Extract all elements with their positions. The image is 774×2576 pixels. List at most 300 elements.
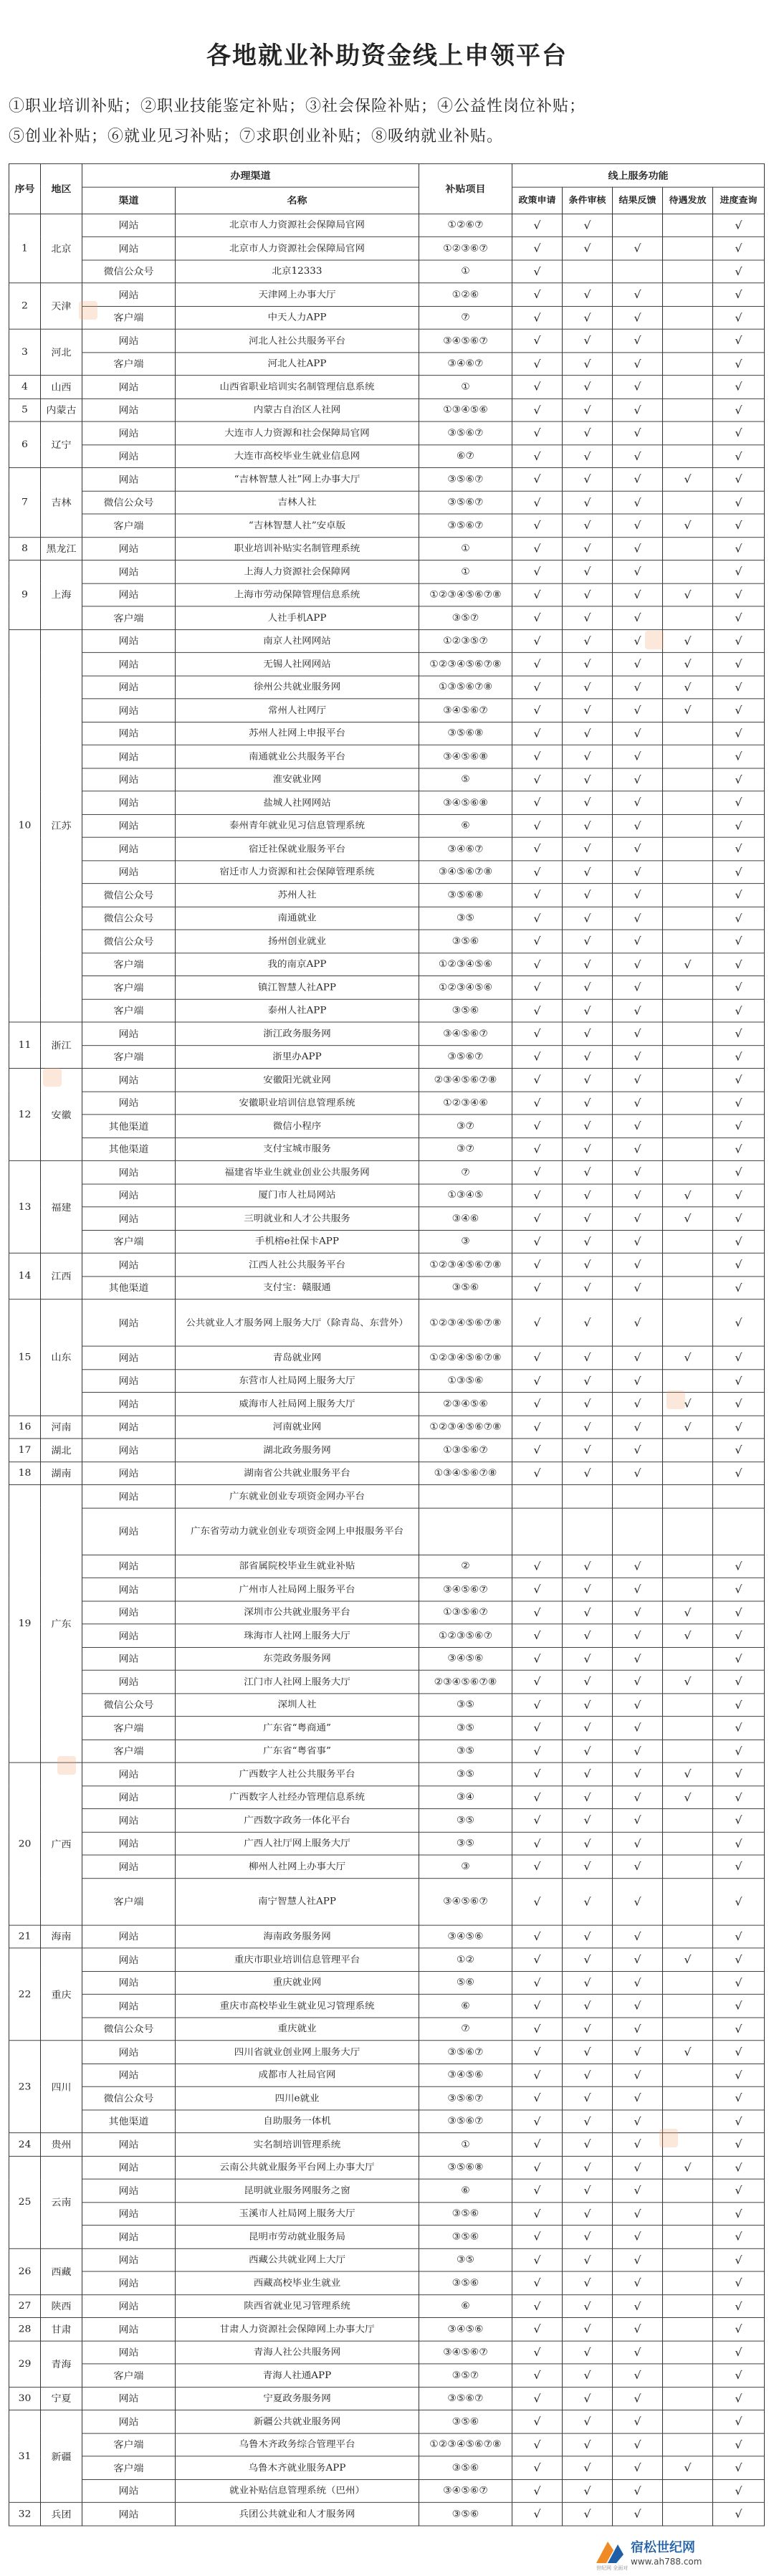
row-function-check xyxy=(713,676,765,699)
row-subsidy-items: ③⑤⑥ xyxy=(419,2410,512,2433)
check-mark: √ xyxy=(533,796,541,809)
row-channel: 网站 xyxy=(82,1762,176,1785)
row-subsidy-items: ③④⑤⑥⑧ xyxy=(419,745,512,768)
row-function-check xyxy=(713,652,765,675)
row-channel: 微信公众号 xyxy=(82,907,176,930)
row-function-check xyxy=(563,1925,613,1948)
table-row xyxy=(9,1045,765,1068)
row-platform-name: 微信小程序 xyxy=(176,1115,419,1137)
check-mark: √ xyxy=(634,472,641,486)
row-region: 湖北 xyxy=(41,1439,82,1461)
logo-brand: 宿松世纪网 xyxy=(631,2540,695,2555)
header-region: 地区 xyxy=(41,163,82,214)
row-region: 山西 xyxy=(41,376,82,399)
row-function-check xyxy=(713,606,765,629)
row-function-check xyxy=(613,1925,663,1948)
row-function-check xyxy=(663,2387,713,2410)
check-mark: √ xyxy=(634,1444,641,1456)
row-function-check xyxy=(613,1068,663,1091)
check-mark: √ xyxy=(533,219,541,232)
row-function-check xyxy=(563,514,613,537)
row-platform-name: 北京市人力资源社会保障局官网 xyxy=(176,237,419,259)
row-function-check xyxy=(613,306,663,329)
check-mark: √ xyxy=(735,1652,742,1665)
table-row xyxy=(9,1230,765,1253)
table-row xyxy=(9,652,765,675)
header-progress-query: 进度查询 xyxy=(713,187,765,214)
check-mark: √ xyxy=(533,2022,541,2036)
check-mark: √ xyxy=(735,1374,742,1388)
row-function-check xyxy=(713,421,765,444)
row-function-check xyxy=(663,1809,713,1832)
table-row xyxy=(9,930,765,953)
table-row xyxy=(9,514,765,537)
row-platform-name: 河南就业网 xyxy=(176,1416,419,1439)
row-platform-name: 自助服务一体机 xyxy=(176,2109,419,2132)
check-mark: √ xyxy=(735,1281,742,1294)
row-function-check xyxy=(512,699,563,722)
row-subsidy-items: ①③④⑤⑥ xyxy=(419,399,512,421)
check-mark: √ xyxy=(583,2137,591,2151)
row-function-check xyxy=(613,2202,663,2225)
row-function-check xyxy=(563,2086,613,2109)
check-mark: √ xyxy=(533,311,541,324)
check-mark: √ xyxy=(634,727,641,740)
check-mark: √ xyxy=(634,1027,641,1040)
row-channel: 网站 xyxy=(82,237,176,259)
row-channel: 客户端 xyxy=(82,1878,176,1924)
check-mark: √ xyxy=(735,2461,742,2474)
row-function-check xyxy=(663,814,713,837)
check-mark: √ xyxy=(583,1628,591,1642)
row-function-check xyxy=(512,907,563,930)
row-channel: 客户端 xyxy=(82,306,176,329)
check-mark: √ xyxy=(583,449,591,463)
row-function-check xyxy=(663,1948,713,1971)
table-row xyxy=(9,306,765,329)
check-mark: √ xyxy=(533,2484,541,2498)
row-function-check xyxy=(563,352,613,375)
check-mark: √ xyxy=(583,1142,591,1156)
check-mark: √ xyxy=(735,472,742,486)
row-function-check xyxy=(713,583,765,606)
row-function-check xyxy=(713,1369,765,1392)
row-function-check xyxy=(613,1832,663,1855)
row-subsidy-items xyxy=(419,1484,512,1507)
row-subsidy-items: ③⑦ xyxy=(419,1137,512,1160)
check-mark: √ xyxy=(533,1281,541,1294)
row-function-check xyxy=(563,2248,613,2271)
row-platform-name: 广东省“粤商通” xyxy=(176,1717,419,1740)
row-function-check xyxy=(713,352,765,375)
row-subsidy-items: ③⑤⑥⑦ xyxy=(419,2387,512,2410)
check-mark: √ xyxy=(533,865,541,879)
check-mark: √ xyxy=(735,819,742,832)
check-mark: √ xyxy=(634,2461,641,2474)
row-channel: 网站 xyxy=(82,814,176,837)
row-subsidy-items: ③④⑥⑦ xyxy=(419,837,512,860)
row-function-check xyxy=(663,2479,713,2502)
row-function-check xyxy=(512,2294,563,2317)
row-platform-name: 广西人社厅网上服务大厅 xyxy=(176,1832,419,1855)
row-channel: 网站 xyxy=(82,1624,176,1647)
row-channel: 网站 xyxy=(82,1855,176,1878)
row-channel: 客户端 xyxy=(82,1740,176,1762)
check-mark: √ xyxy=(684,1790,692,1804)
row-channel: 网站 xyxy=(82,1555,176,1578)
check-mark: √ xyxy=(634,1628,641,1642)
row-function-check xyxy=(663,837,713,860)
row-function-check xyxy=(512,1416,563,1439)
row-function-check xyxy=(663,768,713,791)
row-channel: 网站 xyxy=(82,1461,176,1484)
check-mark: √ xyxy=(634,1073,641,1087)
row-function-check xyxy=(512,2456,563,2479)
check-mark: √ xyxy=(533,404,541,416)
check-mark: √ xyxy=(583,519,591,532)
check-mark: √ xyxy=(583,1837,591,1850)
row-function-check xyxy=(663,1022,713,1045)
row-function-check xyxy=(512,745,563,768)
check-mark: √ xyxy=(583,1397,591,1411)
check-mark: √ xyxy=(583,981,591,994)
row-seq: 5 xyxy=(9,399,41,421)
check-mark: √ xyxy=(533,1351,541,1365)
row-platform-name: 北京12333 xyxy=(176,260,419,283)
row-function-check xyxy=(663,606,713,629)
row-region: 青海 xyxy=(41,2341,82,2387)
check-mark: √ xyxy=(634,611,641,624)
table-row xyxy=(9,2502,765,2525)
check-mark: √ xyxy=(634,750,641,763)
check-mark: √ xyxy=(583,2369,591,2382)
row-subsidy-items: ①②③④⑤⑥⑦⑧ xyxy=(419,1346,512,1369)
row-platform-name: 柳州人社网上办事大厅 xyxy=(176,1855,419,1878)
row-function-check xyxy=(663,421,713,444)
check-mark: √ xyxy=(583,1560,591,1573)
row-region: 兵团 xyxy=(41,2502,82,2525)
row-subsidy-items: ③⑤⑥⑦ xyxy=(419,1045,512,1068)
check-mark: √ xyxy=(583,2184,591,2198)
check-mark: √ xyxy=(533,542,541,555)
row-function-check xyxy=(563,1948,613,1971)
check-mark: √ xyxy=(533,2207,541,2220)
check-mark: √ xyxy=(735,2091,742,2105)
check-mark: √ xyxy=(533,1721,541,1735)
row-function-check xyxy=(713,1115,765,1137)
table-row xyxy=(9,1369,765,1392)
row-platform-name: 威海市人社局网上服务大厅 xyxy=(176,1393,419,1416)
check-mark: √ xyxy=(634,1860,641,1874)
row-channel: 网站 xyxy=(82,2041,176,2064)
table-row xyxy=(9,1276,765,1299)
row-function-check xyxy=(713,1762,765,1785)
row-region: 浙江 xyxy=(41,1022,82,1068)
row-platform-name: 北京市人力资源社会保障局官网 xyxy=(176,214,419,237)
row-channel: 网站 xyxy=(82,329,176,352)
row-function-check xyxy=(663,2018,713,2041)
row-function-check xyxy=(713,1832,765,1855)
check-mark: √ xyxy=(533,242,541,255)
check-mark: √ xyxy=(634,2253,641,2266)
row-platform-name: 山西省职业培训实名制管理信息系统 xyxy=(176,376,419,399)
row-platform-name: 南通就业 xyxy=(176,907,419,930)
row-channel: 网站 xyxy=(82,2271,176,2294)
row-function-check xyxy=(512,1878,563,1924)
row-function-check xyxy=(663,699,713,722)
row-function-check xyxy=(613,1809,663,1832)
check-mark: √ xyxy=(634,2114,641,2128)
row-function-check xyxy=(713,2248,765,2271)
row-seq: 6 xyxy=(9,421,41,467)
row-function-check xyxy=(563,306,613,329)
row-function-check xyxy=(713,537,765,560)
row-channel: 网站 xyxy=(82,1925,176,1948)
row-function-check xyxy=(563,1092,613,1115)
row-platform-name: 三明就业和人才公共服务 xyxy=(176,1207,419,1230)
row-function-check xyxy=(563,2387,613,2410)
check-mark: √ xyxy=(583,404,591,416)
check-mark: √ xyxy=(533,334,541,348)
row-function-check xyxy=(713,2086,765,2109)
row-subsidy-items: ③⑤⑥⑦ xyxy=(419,491,512,514)
page-title: 各地就业补助资金线上申领平台 xyxy=(206,42,568,70)
row-function-check xyxy=(563,814,613,837)
row-function-check xyxy=(663,1555,713,1578)
table-row xyxy=(9,976,765,999)
row-function-check xyxy=(613,1624,663,1647)
check-mark: √ xyxy=(533,1583,541,1596)
check-mark: √ xyxy=(634,242,641,255)
table-row xyxy=(9,2387,765,2410)
table-row xyxy=(9,1670,765,1693)
check-mark: √ xyxy=(634,1142,641,1156)
row-platform-name: 镇江智慧人社APP xyxy=(176,976,419,999)
table-row xyxy=(9,791,765,814)
table-row xyxy=(9,1855,765,1878)
row-channel: 网站 xyxy=(82,745,176,768)
row-function-check xyxy=(713,1670,765,1693)
row-seq: 12 xyxy=(9,1068,41,1160)
row-function-check xyxy=(563,214,613,237)
row-region: 辽宁 xyxy=(41,421,82,467)
check-mark: √ xyxy=(634,1397,641,1411)
row-function-check xyxy=(512,537,563,560)
row-function-check xyxy=(512,2433,563,2456)
row-subsidy-items: ①②③⑤⑥⑦ xyxy=(419,1624,512,1647)
row-function-check xyxy=(563,2502,613,2525)
check-mark: √ xyxy=(634,1316,641,1330)
row-function-check xyxy=(613,2041,663,2064)
row-function-check xyxy=(512,1393,563,1416)
table-row xyxy=(9,2156,765,2179)
row-platform-name: 人社手机APP xyxy=(176,606,419,629)
check-mark: √ xyxy=(533,1652,541,1665)
row-subsidy-items: ③④⑥ xyxy=(419,1207,512,1230)
row-function-check xyxy=(613,699,663,722)
row-function-check xyxy=(663,2179,713,2202)
row-channel: 客户端 xyxy=(82,2456,176,2479)
row-function-check xyxy=(563,1878,613,1924)
row-platform-name: 江西人社公共服务平台 xyxy=(176,1253,419,1276)
subsidy-legend xyxy=(9,92,765,152)
row-function-check xyxy=(512,1115,563,1137)
row-function-check xyxy=(512,1230,563,1253)
check-mark: √ xyxy=(634,1698,641,1712)
row-subsidy-items: ③⑤⑥ xyxy=(419,2456,512,2479)
row-function-check xyxy=(613,1948,663,1971)
table-row xyxy=(9,2433,765,2456)
check-mark: √ xyxy=(735,404,742,416)
row-function-check xyxy=(563,1115,613,1137)
check-mark: √ xyxy=(583,1606,591,1619)
row-channel: 网站 xyxy=(82,583,176,606)
row-function-check xyxy=(563,953,613,975)
row-function-check xyxy=(563,1994,613,2017)
check-mark: √ xyxy=(583,1895,591,1908)
check-mark: √ xyxy=(735,865,742,879)
row-platform-name: 安徽职业培训信息管理系统 xyxy=(176,1092,419,1115)
row-function-check xyxy=(512,2341,563,2364)
check-mark: √ xyxy=(583,1212,591,1225)
row-function-check xyxy=(512,2410,563,2433)
check-mark: √ xyxy=(533,819,541,832)
row-channel: 客户端 xyxy=(82,976,176,999)
row-platform-name: “吉林智慧人社”安卓版 xyxy=(176,514,419,537)
row-subsidy-items: ①②③④⑤⑥ xyxy=(419,976,512,999)
row-function-check xyxy=(563,491,613,514)
check-mark: √ xyxy=(735,1096,742,1110)
row-function-check xyxy=(663,1925,713,1948)
check-mark: √ xyxy=(533,1050,541,1064)
row-subsidy-items: ③⑤ xyxy=(419,907,512,930)
row-function-check xyxy=(563,1299,613,1346)
row-platform-name: 河北人社公共服务平台 xyxy=(176,329,419,352)
check-mark: √ xyxy=(583,1813,591,1827)
row-seq: 26 xyxy=(9,2248,41,2294)
table-row xyxy=(9,1832,765,1855)
row-subsidy-items: ① xyxy=(419,560,512,583)
row-function-check xyxy=(563,1276,613,1299)
row-subsidy-items: ③④⑤⑥⑦ xyxy=(419,1578,512,1601)
check-mark: √ xyxy=(583,2046,591,2059)
row-function-check xyxy=(563,791,613,814)
row-platform-name: 西藏公共就业网上大厅 xyxy=(176,2248,419,2271)
table-row xyxy=(9,2271,765,2294)
row-function-check xyxy=(613,1369,663,1392)
table-row xyxy=(9,1762,765,1785)
table-row xyxy=(9,444,765,467)
check-mark: √ xyxy=(634,1583,641,1596)
row-function-check xyxy=(713,860,765,883)
row-seq: 13 xyxy=(9,1160,41,1253)
row-function-check xyxy=(713,306,765,329)
check-mark: √ xyxy=(684,2161,692,2174)
check-mark: √ xyxy=(735,1351,742,1365)
row-function-check xyxy=(563,860,613,883)
check-mark: √ xyxy=(583,865,591,879)
row-function-check xyxy=(613,2294,663,2317)
row-channel: 网站 xyxy=(82,722,176,745)
row-seq: 20 xyxy=(9,1762,41,1925)
row-channel: 网站 xyxy=(82,2341,176,2364)
check-mark: √ xyxy=(735,1027,742,1040)
row-function-check xyxy=(512,2179,563,2202)
table-row xyxy=(9,1346,765,1369)
table-row xyxy=(9,745,765,768)
row-subsidy-items: ③ xyxy=(419,1230,512,1253)
row-function-check xyxy=(663,1253,713,1276)
row-function-check xyxy=(713,1045,765,1068)
row-function-check xyxy=(713,1693,765,1716)
check-mark: √ xyxy=(735,1073,742,1087)
row-channel: 网站 xyxy=(82,376,176,399)
row-function-check xyxy=(613,329,663,352)
row-function-check xyxy=(563,1740,613,1762)
row-function-check xyxy=(663,652,713,675)
check-mark: √ xyxy=(583,958,591,971)
row-function-check xyxy=(613,352,663,375)
row-seq: 29 xyxy=(9,2341,41,2387)
check-mark: √ xyxy=(735,1120,742,1132)
row-function-check xyxy=(613,976,663,999)
row-function-check xyxy=(613,1184,663,1207)
row-function-check xyxy=(713,1601,765,1624)
row-function-check xyxy=(563,1762,613,1785)
row-function-check xyxy=(563,1439,613,1461)
check-mark: √ xyxy=(684,958,692,971)
row-channel: 网站 xyxy=(82,1578,176,1601)
row-function-check xyxy=(613,1230,663,1253)
row-function-check xyxy=(663,2317,713,2340)
check-mark: √ xyxy=(583,1929,591,1943)
row-function-check xyxy=(613,1484,663,1507)
row-subsidy-items: ①②③④⑤⑥⑦⑧ xyxy=(419,2433,512,2456)
row-function-check xyxy=(713,699,765,722)
row-region: 湖南 xyxy=(41,1461,82,1484)
check-mark: √ xyxy=(533,2091,541,2105)
table-row xyxy=(9,491,765,514)
row-function-check xyxy=(512,1207,563,1230)
row-subsidy-items: ③⑤⑥⑦ xyxy=(419,2086,512,2109)
row-channel: 微信公众号 xyxy=(82,930,176,953)
check-mark: √ xyxy=(735,750,742,763)
header-policy-apply: 政策申请 xyxy=(512,187,563,214)
row-function-check xyxy=(663,1160,713,1183)
row-function-check xyxy=(512,1717,563,1740)
row-function-check xyxy=(512,1184,563,1207)
check-mark: √ xyxy=(735,2276,742,2290)
check-mark: √ xyxy=(533,264,541,278)
site-logo xyxy=(592,2534,764,2570)
row-subsidy-items: ①③⑤⑥⑦ xyxy=(419,1601,512,1624)
row-channel: 微信公众号 xyxy=(82,260,176,283)
check-mark: √ xyxy=(735,958,742,971)
check-mark: √ xyxy=(735,2438,742,2451)
check-mark: √ xyxy=(583,2069,591,2081)
check-mark: √ xyxy=(533,1999,541,2013)
row-function-check xyxy=(713,2294,765,2317)
row-function-check xyxy=(613,1578,663,1601)
row-function-check xyxy=(613,514,663,537)
table-row xyxy=(9,2202,765,2225)
row-subsidy-items: ②③④⑤⑥⑦⑧ xyxy=(419,1068,512,1091)
row-function-check xyxy=(613,791,663,814)
table-row xyxy=(9,2133,765,2156)
row-channel: 网站 xyxy=(82,1670,176,1693)
row-channel: 网站 xyxy=(82,1948,176,1971)
row-channel: 网站 xyxy=(82,2317,176,2340)
